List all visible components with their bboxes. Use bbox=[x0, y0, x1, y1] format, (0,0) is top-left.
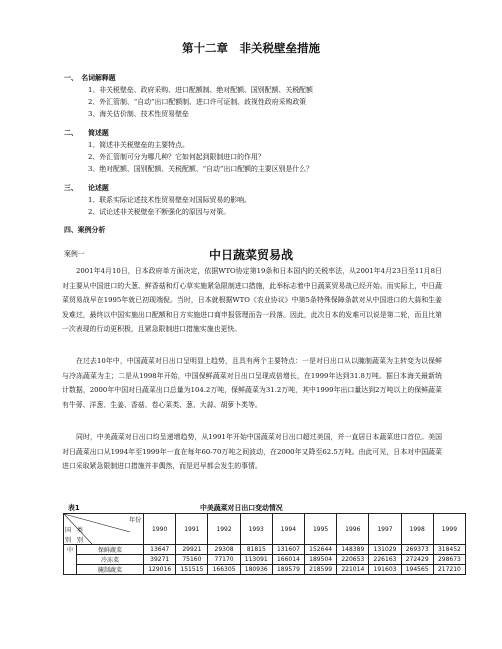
table-cell: 218599 bbox=[305, 565, 337, 575]
table-cell: 29308 bbox=[208, 545, 240, 555]
table-cell: 131607 bbox=[272, 545, 304, 555]
list-item: 2、外汇管制可分为哪几种？它如何起到限制进口的作用？ bbox=[88, 153, 265, 161]
table-category-cell: 保鲜蔬菜 bbox=[77, 545, 144, 555]
list-item: 2、试论述非关税壁垒不断强化的原因与对策。 bbox=[88, 208, 231, 216]
table-cell: 221014 bbox=[337, 565, 369, 575]
table-header-cell: 1990 bbox=[144, 514, 176, 545]
table-cell: 166014 bbox=[272, 555, 304, 565]
table-cell: 81815 bbox=[240, 545, 272, 555]
table-header-cell: 1998 bbox=[401, 514, 433, 545]
table-row bbox=[64, 555, 466, 565]
table-row bbox=[64, 545, 466, 555]
table-cell: 152644 bbox=[305, 545, 337, 555]
corner-label-country-type: 国 类 bbox=[65, 527, 84, 534]
case-label: 案例一 bbox=[64, 250, 85, 258]
chapter-title: 第十二章 非关税壁垒措施 bbox=[182, 41, 320, 55]
list-item: 1、非关税壁垒、政府采购、进口配额制、绝对配额、国别配额、关税配额 bbox=[88, 86, 313, 94]
table-cell: 180936 bbox=[240, 565, 272, 575]
case-paragraph: 2001年4月10日，日本政府单方面决定，依据WTO协定第19条和日本国内的关税率法，从2001年4月23日至11月8日对主要从中国进口的大葱、鲜香菇和灯心草实施紧急限制进口措施，此举标志着中日蔬菜贸易战已经开始。而实际上，中日蔬菜贸易战早在1995年就已初现端倪。当时，日本就根据WTO《农业协议》中第5条特殊保障条款对从中国进口的大蒜和生姜发难过，最终以中国实施出口配额和日方实施进口商申报管理而告一段落。因此，此次日本的发难可以说是第二轮，而且比第一次表现的行动更积极，且紧急限制进口措施实施也更快。 bbox=[62, 267, 442, 334]
data-table bbox=[63, 513, 466, 575]
table-caption: 中美蔬菜对日出口变动情况 bbox=[200, 504, 283, 512]
list-item: 1、简述非关税壁垒的主要特点。 bbox=[88, 141, 189, 149]
section-heading-short-answer: 二、 简述题 bbox=[64, 129, 109, 137]
table-header-cell: 1994 bbox=[272, 514, 304, 545]
table-cell: 189504 bbox=[305, 555, 337, 565]
table-header-cell: 1995 bbox=[305, 514, 337, 545]
table-header-cell: 1992 bbox=[208, 514, 240, 545]
table-cell: 131029 bbox=[369, 545, 401, 555]
table-cell: 272429 bbox=[401, 555, 433, 565]
table-cell: 217210 bbox=[433, 565, 465, 575]
list-item: 3、绝对配额、国别配额、关税配额、“自动”出口配额的主要区别是什么？ bbox=[88, 165, 314, 173]
table-row bbox=[64, 565, 466, 575]
table-header-cell: 1996 bbox=[337, 514, 369, 545]
table-cell: 129016 bbox=[144, 565, 176, 575]
table-cell: 269373 bbox=[401, 545, 433, 555]
section-heading-essay: 三、 论述题 bbox=[64, 184, 109, 192]
table-header-cell: 1999 bbox=[433, 514, 465, 545]
table-cell: 191603 bbox=[369, 565, 401, 575]
table-corner-cell bbox=[64, 514, 144, 545]
table-cell: 151515 bbox=[176, 565, 208, 575]
table-cell: 75160 bbox=[176, 555, 208, 565]
list-item: 1、联系实际论述技术性贸易壁垒对国际贸易的影响。 bbox=[88, 196, 251, 204]
table-cell: 77170 bbox=[208, 555, 240, 565]
table-cell: 226163 bbox=[369, 555, 401, 565]
table-cell: 13647 bbox=[144, 545, 176, 555]
table-cell: 318452 bbox=[433, 545, 465, 555]
table-cell: 220653 bbox=[337, 555, 369, 565]
corner-label-bottom: 别 别 bbox=[65, 537, 84, 544]
case-title: 中日蔬菜贸易战 bbox=[208, 248, 293, 262]
case-paragraph: 在过去10年中，中国蔬菜对日出口呈明显上趋势，且具有两个主要特点：一是对日出口从以腌制蔬菜为主转变为以保鲜与冷冻蔬菜为主；二是从1998年开始，中国保鲜蔬菜对日出口呈现成倍增长，在1999年达到31.8万吨。据日本海关最新统计数据，2000年中国对日蔬菜出口总量为104.2万吨，保鲜蔬菜为31.2万吨，其中1999年出口量达到2万吨以上的保鲜蔬菜有牛蒡、洋葱、生姜、香菇、卷心菜类、葱、大蒜、胡萝卜类等。 bbox=[62, 357, 442, 409]
table-category-cell: 冷冻菜 bbox=[77, 555, 144, 565]
table-header-row bbox=[64, 514, 466, 545]
table-header-cell: 1993 bbox=[240, 514, 272, 545]
table-cell: 29921 bbox=[176, 545, 208, 555]
table-label: 表1 bbox=[68, 504, 80, 512]
table-cell: 113091 bbox=[240, 555, 272, 565]
section-heading-case: 四、案例分析 bbox=[64, 226, 106, 234]
case-paragraph: 同时，中美蔬菜对日出口均呈递增趋势，从1991年开始中国蔬菜对日出口超过美国，并一直居日本蔬菜进口首位。美国对日蔬菜出口从1994年至1999年一直在每年60-70万吨之间波动，在2000年又降至62.5万吨。由此可见，日本对中国蔬菜进口采取紧急限制进口措施并非偶然，而是迟早都会发生的事情。 bbox=[62, 433, 442, 471]
table-cell: 194565 bbox=[401, 565, 433, 575]
table-cell: 39271 bbox=[144, 555, 176, 565]
list-item: 2、外汇管制、“自动”出口配额制、进口许可证制、歧视性政府采购政策 bbox=[88, 98, 307, 106]
table-cell: 148389 bbox=[337, 545, 369, 555]
list-item: 3、海关估价制、技术性贸易壁垒 bbox=[88, 110, 189, 118]
table-group-cell: 中 bbox=[64, 545, 77, 575]
table-header-cell: 1997 bbox=[369, 514, 401, 545]
section-heading-terms: 一、 名词解释题 bbox=[64, 74, 116, 82]
table-category-cell: 腌制蔬菜 bbox=[77, 565, 144, 575]
table-cell: 166305 bbox=[208, 565, 240, 575]
table-cell: 189579 bbox=[272, 565, 304, 575]
table-header-cell: 1991 bbox=[176, 514, 208, 545]
corner-label-year: 年份 bbox=[129, 517, 142, 524]
table-cell: 298673 bbox=[433, 555, 465, 565]
